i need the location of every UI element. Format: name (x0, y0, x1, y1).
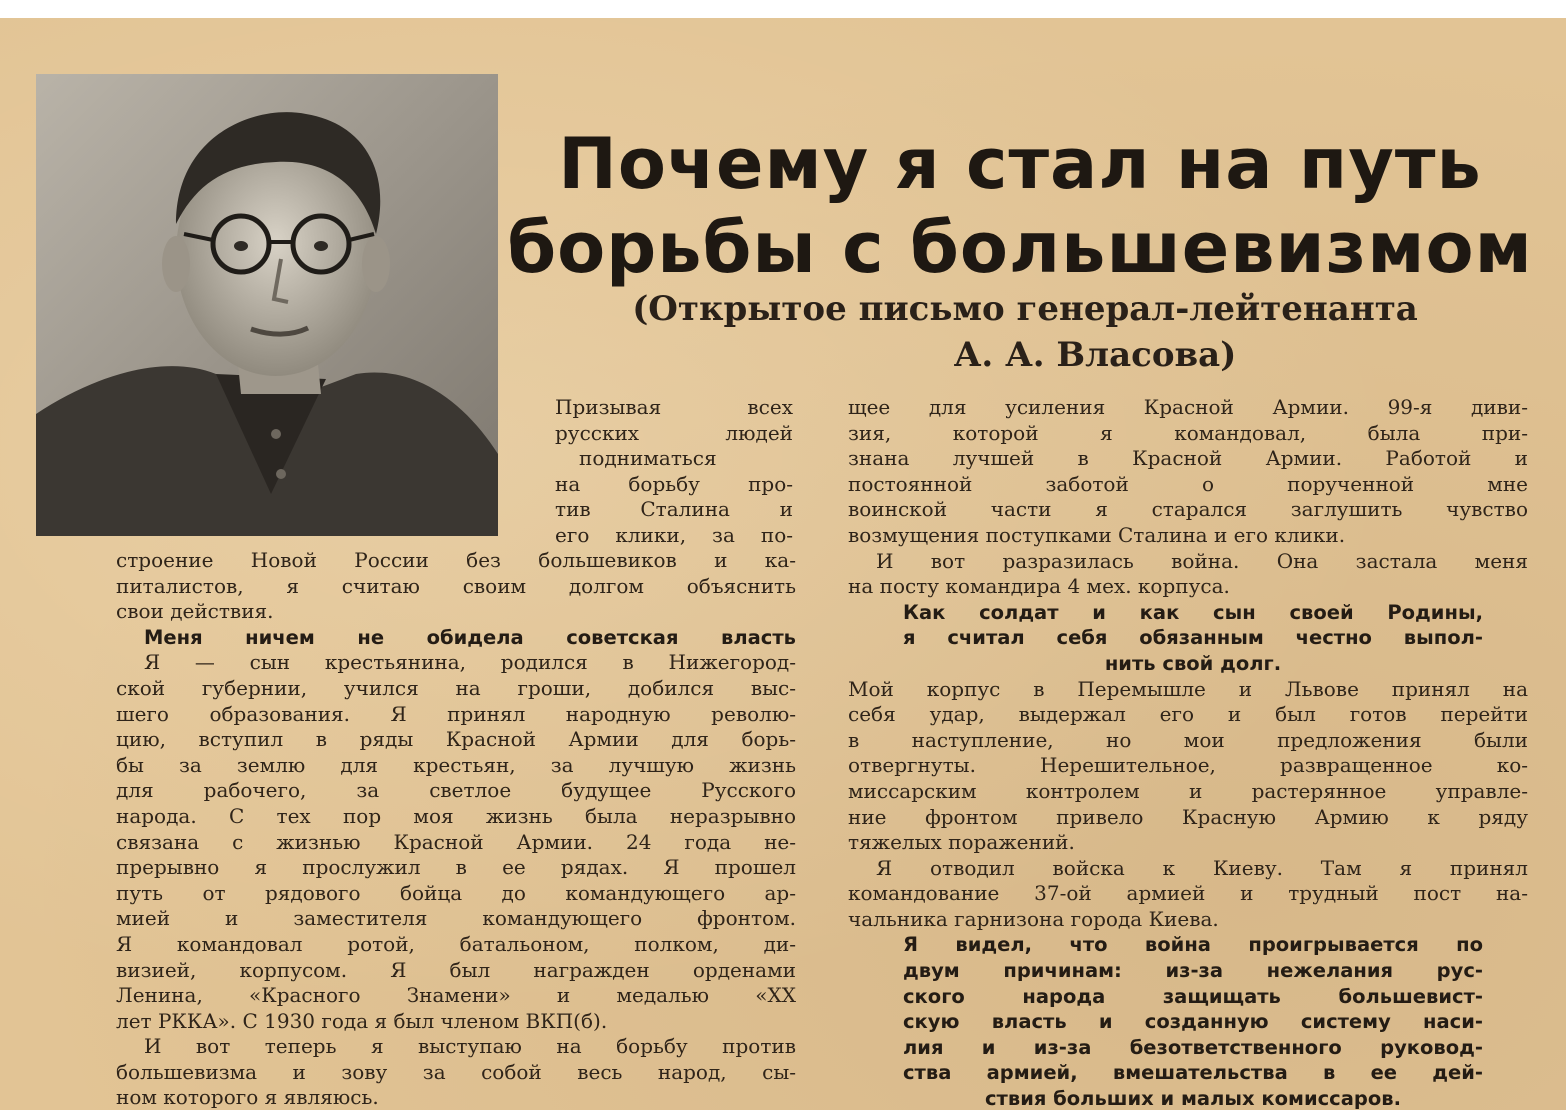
headline (505, 122, 1535, 290)
text-line: большевизма и зову за собой весь народ, сы- (116, 1059, 796, 1084)
text-line: постоянной заботой о порученной мне (848, 471, 1528, 496)
text-line: путь от рядового бойца до командующего ар- (116, 880, 796, 905)
headline-line-2: борьбы с большевизмом (507, 207, 1533, 289)
subheading-line: ского народа защищать большевист- (903, 984, 1483, 1008)
text-line: щее для усиления Красной Армии. 99-я диви- (848, 395, 1528, 419)
text-line: Призывая всех (555, 395, 793, 419)
subheading-line: двум причинам: из-за нежелания рус- (903, 959, 1483, 983)
text-line: визией, корпусом. Я был награжден орденами (116, 957, 796, 982)
text-line: тив Сталина и (555, 497, 793, 522)
text-line: И вот теперь я выступаю на борьбу против (144, 1034, 796, 1059)
text-line: мией и заместителя командующего фронтом. (116, 906, 796, 931)
subheading-soviet-power: Меня ничем не обидела советская власть (144, 625, 796, 649)
text-line: Я командовал ротой, батальоном, полком, ди- (116, 931, 796, 956)
subheading-war-lost (848, 932, 1528, 1110)
text-line: отвергнуты. Нерешительное, развращенное ко- (848, 753, 1528, 778)
subheading-line: Как солдат и как сын своей Родины, (903, 600, 1483, 624)
subheading-line: лия и из-за безответственного руковод- (903, 1035, 1483, 1059)
text-line: его клики, за по- (555, 522, 793, 547)
subtitle (560, 286, 1490, 378)
text-line: И вот разразилась война. Она застала меня (876, 548, 1528, 573)
headline-line-1: Почему я стал на путь (558, 123, 1482, 205)
text-line: Я — сын крестьянина, родился в Нижегород- (144, 650, 796, 675)
text-line: шего образования. Я принял народную револю- (116, 701, 796, 726)
text-line: чальника гарнизона города Киева. (848, 906, 1219, 931)
text-line: бы за землю для крестьян, за лучшую жизнь (116, 752, 796, 777)
text-line: ние фронтом привело Красную Армию к ряду (848, 804, 1528, 829)
text-line: связана с жизнью Красной Армии. 24 года не- (116, 829, 796, 854)
text-line: воинской части я старался заглушить чувство (848, 497, 1528, 522)
text-line: возмущения поступками Сталина и его клики. (848, 522, 1346, 547)
subheading-duty (848, 600, 1528, 677)
text-line: подниматься (579, 446, 717, 471)
text-line: строение Новой России без большевиков и ка- (116, 548, 796, 572)
text-line: миссарским контролем и растерянное управле- (848, 778, 1528, 803)
text-line: Ленина, «Красного Знамени» и медалью «XX (116, 983, 796, 1008)
text-line: народа. С тех пор моя жизнь была неразрывно (116, 803, 796, 828)
text-line: русских людей (555, 420, 793, 445)
text-line: питалистов, я считаю своим долгом объяснить (116, 573, 796, 598)
text-line: Я отводил войска к Киеву. Там я принял (876, 855, 1528, 880)
subheading-line: Я видел, что война проигрывается по (903, 933, 1483, 957)
intro-wrapped-text (555, 395, 793, 549)
text-line: для рабочего, за светлое будущее Русского (116, 778, 796, 803)
newspaper-page (0, 18, 1566, 1110)
text-line: прерывно я прослужил в ее рядах. Я прошел (116, 855, 796, 880)
subheading-line: скую власть и созданную систему наси- (903, 1010, 1483, 1034)
portrait-photo-icon (36, 74, 498, 536)
text-line: на борьбу про- (555, 471, 793, 496)
text-line: свои действия. (116, 599, 274, 624)
text-line: ской губернии, учился на гроши, добился выс- (116, 675, 796, 700)
subheading-line: ства армией, вмешательства в ее дей- (903, 1061, 1483, 1085)
text-line: зия, которой я командовал, была при- (848, 420, 1528, 445)
text-line: ном которого я являюсь. (116, 1085, 379, 1110)
subheading-line: ствия больших и малых комиссаров. (985, 1087, 1401, 1110)
text-line: командование 37-ой армией и трудный пост на- (848, 881, 1528, 906)
text-line: знана лучшей в Красной Армии. Работой и (848, 446, 1528, 471)
text-line: цию, вступил в ряды Красной Армии для борь- (116, 727, 796, 752)
text-line: Мой корпус в Перемышле и Львове принял на (848, 676, 1528, 701)
text-line: в наступление, но мои предложения были (848, 727, 1528, 752)
text-line: себя удар, выдержал его и был готов перейти (848, 702, 1528, 727)
text-line: лет РККА». С 1930 года я был членом ВКП(б). (116, 1008, 608, 1033)
text-line: тяжелых поражений. (848, 830, 1075, 855)
left-column (116, 548, 796, 1110)
subtitle-line-2: А. А. Власова) (953, 335, 1237, 375)
subheading-line: я считал себя обязанным честно выпол- (903, 626, 1483, 650)
text-line: на посту командира 4 мех. корпуса. (848, 574, 1230, 599)
subheading-line: нить свой долг. (1104, 651, 1282, 675)
portrait-photo (36, 74, 498, 536)
right-column (848, 395, 1528, 1110)
subtitle-line-1: (Открытое письмо генерал-лейтенанта (632, 289, 1418, 329)
